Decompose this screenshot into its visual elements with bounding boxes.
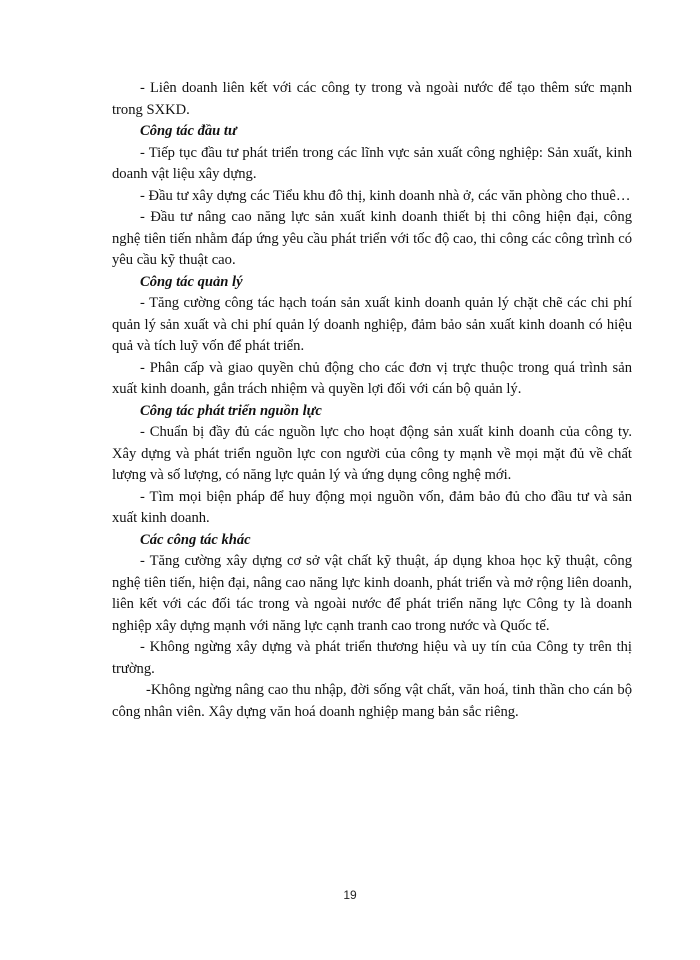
page-number: 19 — [343, 888, 357, 902]
paragraph: - Liên doanh liên kết với các công ty trong và ngoài nước để tạo thêm sức mạnh trong SXKD. — [112, 80, 632, 118]
paragraph: - Đầu tư nâng cao năng lực sản xuất kinh doanh thiết bị thi công hiện đại, công nghệ tiên tiến nhằm đáp ứng yêu cầu phát triển với tốc độ cao, thi công các công trình có yêu cầu kỹ thuật cao. — [112, 209, 632, 268]
section-heading: Các công tác khác — [140, 531, 251, 548]
paragraph: - Chuẩn bị đầy đủ các nguồn lực cho hoạt động sản xuất kinh doanh của công ty. Xây dựng và phát triển nguồn lực con người của công ty mạnh về mọi mặt đủ về chất lượng và số lượng, có năng lực quản lý và ứng dụng công nghệ mới. — [112, 424, 632, 483]
section-heading: Công tác quản lý — [140, 273, 243, 290]
paragraph: -Không ngừng nâng cao thu nhập, đời sống vật chất, văn hoá, tinh thần cho cán bộ công nhân viên. Xây dựng văn hoá doanh nghiệp mang bản sắc riêng. — [112, 682, 632, 720]
paragraph: - Tăng cường công tác hạch toán sản xuất kinh doanh quản lý chặt chẽ các chi phí quản lý sản xuất và chi phí quản lý doanh nghiệp, đảm bảo sản xuất kinh doanh có hiệu quả và tích luỹ vốn để phát triển. — [112, 295, 632, 354]
document-body — [112, 78, 632, 723]
paragraph: - Phân cấp và giao quyền chủ động cho các đơn vị trực thuộc trong quá trình sản xuất kinh doanh, gắn trách nhiệm và quyền lợi đối với cán bộ quản lý. — [112, 359, 632, 397]
section-heading: Công tác phát triển nguồn lực — [140, 402, 322, 419]
section-heading: Công tác đầu tư — [140, 123, 237, 139]
paragraph: - Đầu tư xây dựng các Tiểu khu đô thị, kinh doanh nhà ở, các văn phòng cho thuê… — [140, 187, 631, 204]
paragraph: - Tăng cường xây dựng cơ sở vật chất kỹ thuật, áp dụng khoa học kỹ thuật, công nghệ tiên tiến, hiện đại, nâng cao năng lực kinh doanh, phát triển và mở rộng liên doanh, liên kết với các đối tác trong và ngoài nước để phát triển năng lực Công ty là doanh nghiệp xây dựng mạnh với năng lực cạnh tranh cao trong nước và Quốc tế. — [112, 553, 632, 634]
paragraph: - Tìm mọi biện pháp để huy động mọi nguồn vốn, đảm bảo đủ cho đầu tư và sản xuất kinh doanh. — [112, 488, 632, 526]
paragraph: - Tiếp tục đầu tư phát triển trong các lĩnh vực sản xuất công nghiệp: Sản xuất, kinh doanh vật liệu xây dựng. — [112, 144, 632, 182]
paragraph: - Không ngừng xây dựng và phát triển thương hiệu và uy tín của Công ty trên thị trường. — [112, 639, 632, 677]
